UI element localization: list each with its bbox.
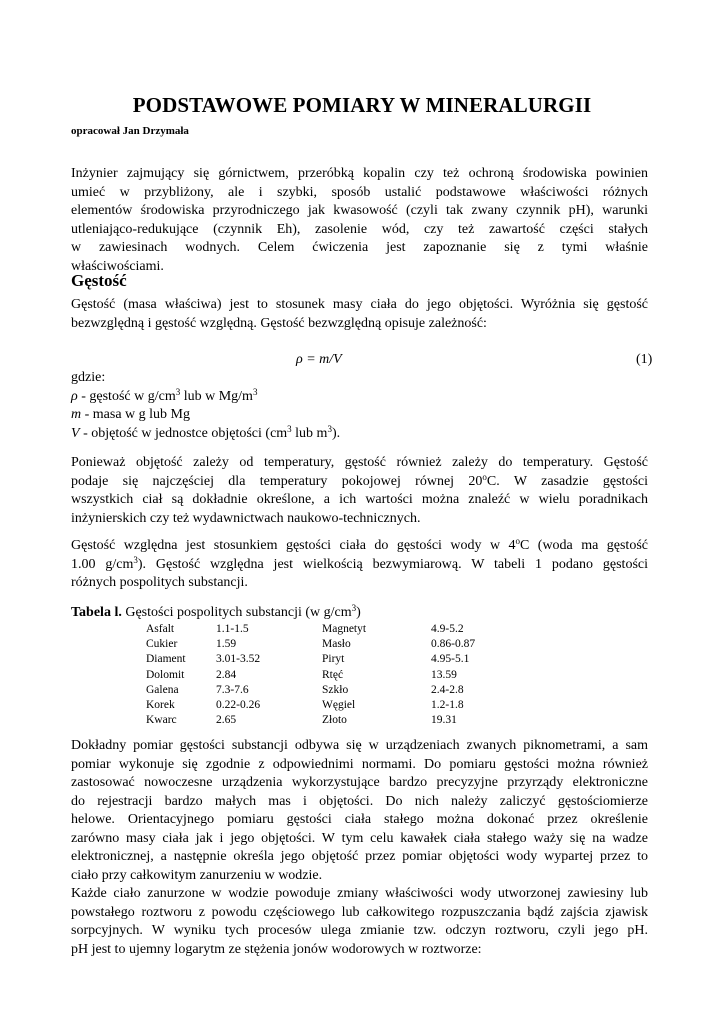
document-author: opracował Jan Drzymała [71,125,189,137]
table-cell: Cukier [146,638,178,651]
text-line: do rejestracji bardzo małych mas i objętości. Do nich należy zaliczyć gęstościomierze [71,793,648,809]
text-line: właściwościami. [71,258,164,274]
intro-paragraph [71,165,648,276]
section-heading-density: Gęstość [71,271,127,290]
table-cell: 2.84 [216,668,237,681]
text-line: zarówno masy ciała jak i jego objętości. W tym celu kawałek ciała stałego waży się na wadze [71,830,648,846]
table-cell: Węgiel [322,698,356,711]
definition-rho: ρ - gęstość w $g/cm^3$ lub w $Mg/m^3$ [71,386,258,404]
table-caption: Tabela l. Gęstości pospolitych substancji (w $g/cm^3$) [71,603,361,620]
table-cell: Asfalt [146,623,175,635]
table-cell: Kwarc [146,714,177,727]
table-cell: 0.86-0.87 [431,638,476,651]
table-cell: Magnetyt [322,623,367,635]
table-cell: 1.2-1.8 [431,698,464,711]
where-label: gdzie: [71,370,106,385]
table-cell: 4.95-5.1 [431,653,470,666]
variable-definitions [71,369,340,443]
table-cell: Diament [146,653,186,666]
table-cell: Dolomit [146,668,185,681]
text-line: sorpcyjnych. W wyniku tych procesów ulega zmianie tzw. odczyn roztworu, czyli jego pH. [71,923,648,938]
definition-v: V - objętość w jednostce objętości ($cm^3$ lub $m^3$). [71,423,341,441]
text-line: elektronicznej, a następnie określa jego objętość przez pomiar objętości wody wypartej przez to [71,849,648,864]
text-line: w zawiesinach wodnych. Celem ćwiczenia jest zapoznanie się z tymi właśnie [71,240,648,255]
text-line: 1.00 $g/cm^3$). Gęstość względna jest wielkością bezwymiarową. W tabeli 1 podano gęstości [71,554,649,572]
table-cell: 4.9-5.2 [431,623,464,635]
document-title: PODSTAWOWE POMIARY W MINERALURGII [132,93,592,117]
formula-expression: ρ = m/V [296,352,342,367]
table-cell: 1.1-1.5 [216,623,249,635]
text-line: Każde ciało zanurzone w wodzie powoduje zmiany właściwości wody utworzonej zawiesiny lub [71,886,648,901]
text-line: inżynierskich czy też wydawnictwach naukowo-technicznych. [71,510,421,526]
table-cell: 19.31 [431,714,457,727]
formula-number: (1) [636,352,653,367]
text-line: zastosować nowoczesne urządzenia wykorzystujące bardzo precyzyjne przyrządy elektroniczne [71,775,648,790]
text-line: bezwzględną i gęstość względną. Gęstość bezwzględną opisuje zależność: [71,315,487,331]
table-cell: 13.59 [431,668,457,681]
text-line: elementów środowiska przyrodniczego jak kwasowość (czyli tak zwany czynnik pH), warunki [71,203,648,218]
text-line: wszystkich ciał są dokładnie określone, a ich wartości można znaleźć w wielu poradnikach [71,492,648,507]
text-line: umieć w przybliżony, ale i szybki, sposób ustalić podstawowe właściwości różnych [71,184,648,200]
text-line: Gęstość (masa właściwa) jest to stosunek masy ciała do jego objętości. Wyróżnia się gęstość [71,297,648,312]
table-cell: Masło [322,638,351,651]
table-cell: 2.4-2.8 [431,683,464,696]
text-line: pH jest to ujemny logarytm ze stężenia jonów wodorowych w roztworze: [71,941,482,957]
text-line: Gęstość względna jest stosunkiem gęstości ciała do gęstości wody w 4$^o$C (woda ma gęstość [71,536,648,553]
table-cell: Piryt [322,653,345,666]
text-line: ciało przy całkowitym zanurzeniu w wodzie. [71,867,323,883]
density-paragraph [71,296,648,333]
text-line: podaje się najczęściej dla temperatury pokojowej równej 20$^o$C. W zasadzie gęstości [71,471,648,489]
immersion-paragraph [71,885,648,959]
table-cell: Szkło [322,683,349,696]
text-line: helowe. Orientacyjnego pomiaru gęstości ciała stałego można dokonać przez określenie [71,812,648,827]
table-cell: 7.3-7.6 [216,683,249,696]
text-line: pomiar wykonuje się zgodnie z odpowiednimi normami. Do pomiaru gęstości można również [71,756,648,772]
relative-density-paragraph [71,537,648,593]
temperature-paragraph [71,454,648,528]
table-cell: Galena [146,683,179,696]
table-cell: 3.01-3.52 [216,653,261,666]
text-line: powstałego roztworu z powodu częściowego lub całkowitego rozpuszczania bądź zajścia zjawisk [71,904,648,920]
text-line: utleniająco-redukujące (czynnik Eh), zasolenie wód, czy też zawartość części stałych [71,221,648,237]
text-line: różnych pospolitych substancji. [71,575,248,590]
definition-m: m - masa w g lub Mg [71,407,191,422]
text-line: Dokładny pomiar gęstości substancji odbywa się w urządzeniach zwanych piknometrami, a sam [71,738,648,753]
table-cell: Rtęć [322,668,344,681]
table-cell: Złoto [322,714,347,727]
table-cell: Korek [146,698,175,711]
pycnometer-paragraph [71,737,648,885]
text-line: Inżynier zajmujący się górnictwem, przeróbką kopalin czy też ochroną środowiska powinien [71,166,648,181]
table-cell: 2.65 [216,714,237,727]
table-cell: 1.59 [216,638,237,651]
table-cell: 0.22-0.26 [216,698,261,711]
text-line: Ponieważ objętość zależy od temperatury, gęstość również zależy do temperatury. Gęstość [71,455,648,470]
